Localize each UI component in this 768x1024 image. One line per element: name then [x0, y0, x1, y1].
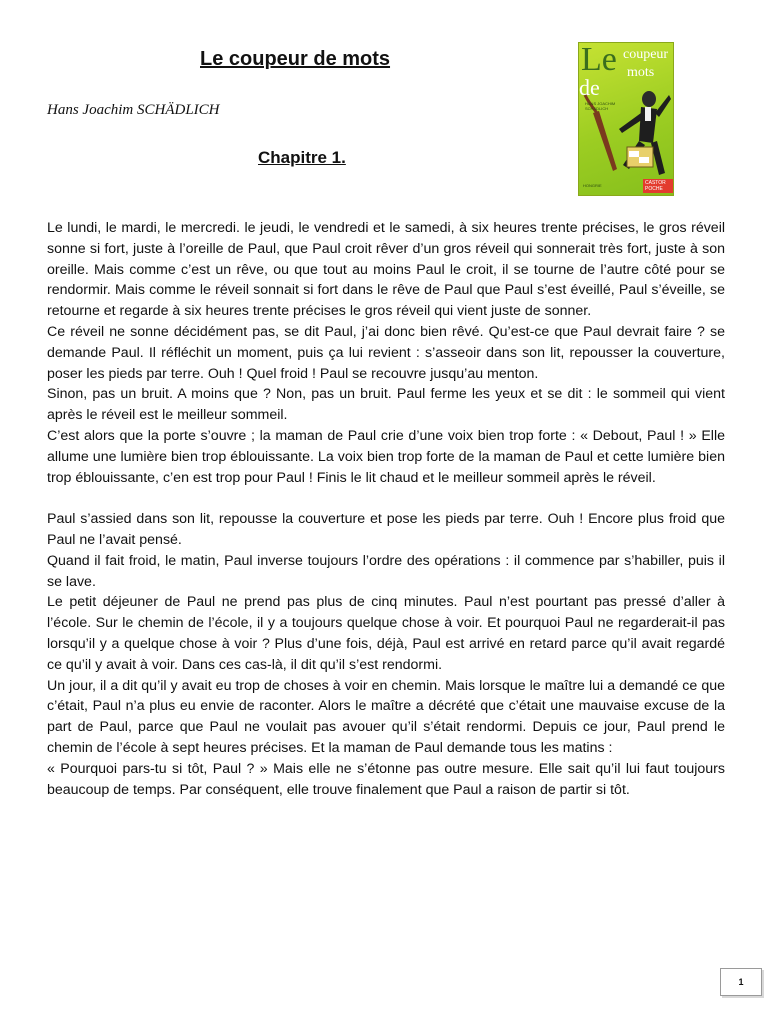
paragraph: Un jour, il a dit qu’il y avait eu trop de choses à voir en chemin. Mais lorsque le maître lui a demandé ce que c’était, Paul n’a plus eu envie de raconter. Alors le maître a décrété que c’était une mauvaise excuse de la part de Paul, parce que Paul ne voulait pas avouer qu’il s’était rendormi. Depuis ce jour, Paul prend le chemin de l’école à sept heures précises. Et la maman de Paul demande tous les matins :: [47, 677, 725, 756]
cover-publisher-badge: CASTOR POCHE: [643, 179, 673, 193]
paragraph: Paul s’assied dans son lit, repousse la couverture et pose les pieds par terre. Ouh ! Encore plus froid que Paul ne l’avait pensé.: [47, 511, 725, 548]
document-title: Le coupeur de mots: [200, 48, 391, 70]
cover-title-mots: mots: [627, 65, 655, 80]
cover-title-le: Le: [581, 42, 617, 78]
cover-imprint: HONGRIE: [583, 183, 602, 188]
paragraph: Le lundi, le mardi, le mercredi. le jeudi, le vendredi et le samedi, à six heures trente précises, le gros réveil sonne si fort, juste à l’oreille de Paul, que Paul croit rêver d’un gros réveil qui sonnerait très fort, juste à son oreille. Mais comme c’est un rêve, ou que tout au moins Paul le croit, il se tourne de l’autre côté pour se rendormir. Mais comme le réveil sonnait si fort dans le rêve de Paul que Paul s’est éveillé, Paul s’éveille, se retourne et regarde à six heures trente précises le gros réveil qui vient juste de sonner.: [47, 220, 725, 320]
cover-title-de: de: [579, 75, 600, 100]
cover-title-coupeur: coupeur: [623, 47, 669, 62]
paragraph: Le petit déjeuner de Paul ne prend pas plus de cinq minutes. Paul n’est pourtant pas pressé d’aller à l’école. Sur le chemin de l’école, il y a toujours quelque chose à voir. Et pourquoi Paul ne regarderait-il pas lorsqu’il y a quelque chose à voir ? Plus d’une fois, déjà, Paul est arrivé en retard parce qu’il avait regardé ce qu’il y avait à voir. Dans ces cas-là, il dit qu’il s’est rendormi.: [47, 594, 725, 673]
paragraph: Sinon, pas un bruit. A moins que ? Non, pas un bruit. Paul ferme les yeux et se dit : le sommeil qui vient après le réveil est le meilleur sommeil.: [47, 386, 725, 424]
author-name: Hans Joachim SCHÄDLICH: [47, 102, 220, 118]
paragraph: « Pourquoi pars-tu si tôt, Paul ? » Mais elle ne s’étonne pas outre mesure. Elle sait qu’il lui faut toujours beaucoup de temps. Par conséquent, elle trouve finalement que Paul a raison de partir si tôt.: [47, 760, 725, 798]
paragraph: Ce réveil ne sonne décidément pas, se dit Paul, j’ai donc bien rêvé. Qu’est-ce que Paul devrait faire ? se demande Paul. Il réfléchit un moment, puis ça lui revient : s’asseoir dans son lit, repousser la couverture, poser les pieds par terre. Ouh ! Quel froid ! Paul se recouvre jusqu’au menton.: [47, 323, 725, 382]
chapter-heading: Chapitre 1.: [258, 148, 346, 167]
chapter-body: [47, 218, 725, 800]
paragraph: C’est alors que la porte s’ouvre ; la maman de Paul crie d’une voix bien trop forte : « Debout, Paul ! » Elle allume une lumière bien trop éblouissante. La voix bien trop forte de la maman de Paul et cette lumière bien trop éblouissante, c’en est trop pour Paul ! Finis le lit chaud et le meilleur sommeil après le réveil.: [47, 427, 725, 486]
cover-author: HANS JOACHIM SCHÄDLICH: [585, 101, 616, 111]
paragraph: Quand il fait froid, le matin, Paul inverse toujours l’ordre des opérations : il commence par s’habiller, puis il se lave.: [47, 552, 725, 590]
page-number: 1: [720, 968, 762, 996]
book-cover-image: [578, 42, 674, 196]
